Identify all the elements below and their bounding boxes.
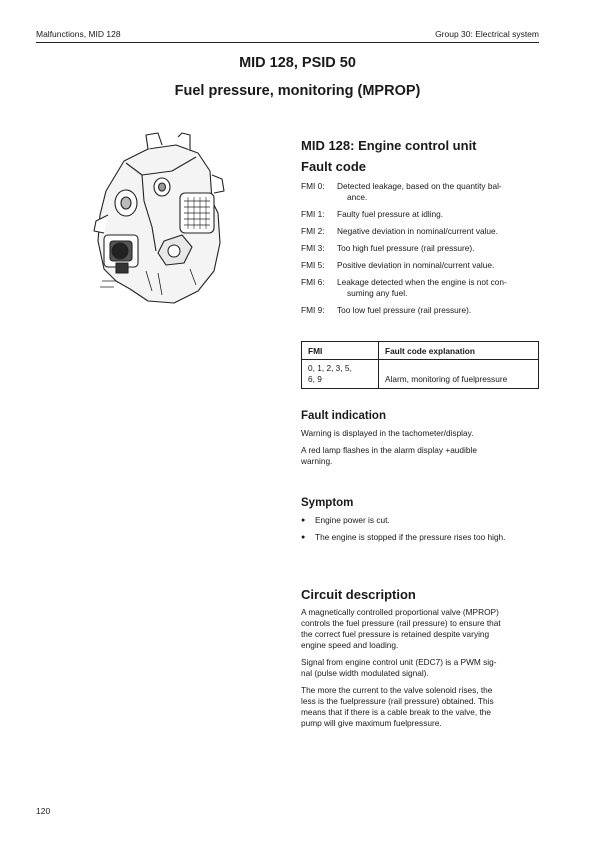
fmi-code: FMI 1: bbox=[301, 209, 325, 219]
fmi-code: FMI 5: bbox=[301, 260, 325, 270]
circuit-paragraph: The more the current to the valve solenoid rises, the less is the fuelpressure (rail pressure) obtained. This means that if there is a cable break to the valve, the pump will give maximum fuelpressure. bbox=[301, 685, 494, 728]
fault-indication-text: A red lamp flashes in the alarm display +audible warning. bbox=[301, 445, 477, 466]
fault-code-heading-wrapper bbox=[301, 159, 539, 174]
fmi-text: Positive deviation in nominal/current value. bbox=[337, 260, 495, 270]
list-item bbox=[301, 532, 539, 543]
fmi-text: Detected leakage, based on the quantity bal- ance. bbox=[337, 181, 502, 202]
header-rule bbox=[36, 42, 539, 43]
circuit-heading: Circuit description bbox=[301, 587, 416, 602]
table-cell-explanation: Alarm, monitoring of fuelpressure bbox=[379, 360, 539, 389]
symptom-text: The engine is stopped if the pressure rises too high. bbox=[315, 532, 506, 542]
bullet-icon: ● bbox=[301, 534, 306, 541]
fmi-code: FMI 9: bbox=[301, 305, 325, 315]
fmi-text: Negative deviation in nominal/current value. bbox=[337, 226, 498, 236]
fmi-item bbox=[301, 209, 539, 220]
table-header-row bbox=[302, 342, 539, 360]
fmi-text: Faulty fuel pressure at idling. bbox=[337, 209, 444, 219]
fmi-item bbox=[301, 305, 539, 316]
table-cell-fmi: 0, 1, 2, 3, 5, 6, 9 bbox=[302, 360, 379, 389]
circuit-section bbox=[301, 587, 539, 735]
fmi-item bbox=[301, 181, 539, 203]
fmi-text: Too low fuel pressure (rail pressure). bbox=[337, 305, 472, 315]
table-header-explanation: Fault code explanation bbox=[379, 342, 539, 360]
fmi-item bbox=[301, 277, 539, 299]
table-header-fmi: FMI bbox=[302, 342, 379, 360]
section-heading-wrapper bbox=[301, 138, 539, 153]
page-title: MID 128, PSID 50 bbox=[239, 55, 356, 71]
fmi-item bbox=[301, 226, 539, 237]
fault-code-table bbox=[301, 341, 539, 389]
fmi-item bbox=[301, 260, 539, 271]
fault-indication-text: Warning is displayed in the tachometer/display. bbox=[301, 428, 474, 438]
bullet-icon: ● bbox=[301, 517, 306, 524]
fault-indication-heading: Fault indication bbox=[301, 410, 386, 422]
fmi-list bbox=[301, 181, 539, 322]
list-item bbox=[301, 515, 539, 526]
fault-indication-section bbox=[301, 410, 539, 473]
table-row bbox=[302, 360, 539, 389]
header-right: Group 30: Electrical system bbox=[435, 29, 539, 39]
symptom-section bbox=[301, 497, 539, 549]
circuit-paragraph: Signal from engine control unit (EDC7) is a PWM sig- nal (pulse width modulated signal). bbox=[301, 657, 497, 678]
section-heading: MID 128: Engine control unit bbox=[301, 138, 477, 153]
page-number: 120 bbox=[36, 806, 51, 816]
fault-code-heading: Fault code bbox=[301, 159, 367, 174]
fmi-code: FMI 3: bbox=[301, 243, 325, 253]
fmi-text: Too high fuel pressure (rail pressure). bbox=[337, 243, 475, 253]
fmi-code: FMI 2: bbox=[301, 226, 325, 236]
symptom-text: Engine power is cut. bbox=[315, 515, 390, 525]
fmi-text: Leakage detected when the engine is not con- suming any fuel. bbox=[337, 277, 507, 298]
fmi-code: FMI 0: bbox=[301, 181, 325, 191]
circuit-paragraph: A magnetically controlled proportional valve (MPROP) controls the fuel pressure (rail pressure) to ensure that the correct fuel pressure is retained despite varying engine speed and loading. bbox=[301, 607, 501, 650]
page-subtitle: Fuel pressure, monitoring (MPROP) bbox=[174, 83, 421, 99]
fuel-pump-illustration bbox=[86, 131, 228, 309]
header-left: Malfunctions, MID 128 bbox=[36, 29, 121, 39]
fmi-item bbox=[301, 243, 539, 254]
fmi-code: FMI 6: bbox=[301, 277, 325, 287]
symptom-heading: Symptom bbox=[301, 497, 354, 509]
